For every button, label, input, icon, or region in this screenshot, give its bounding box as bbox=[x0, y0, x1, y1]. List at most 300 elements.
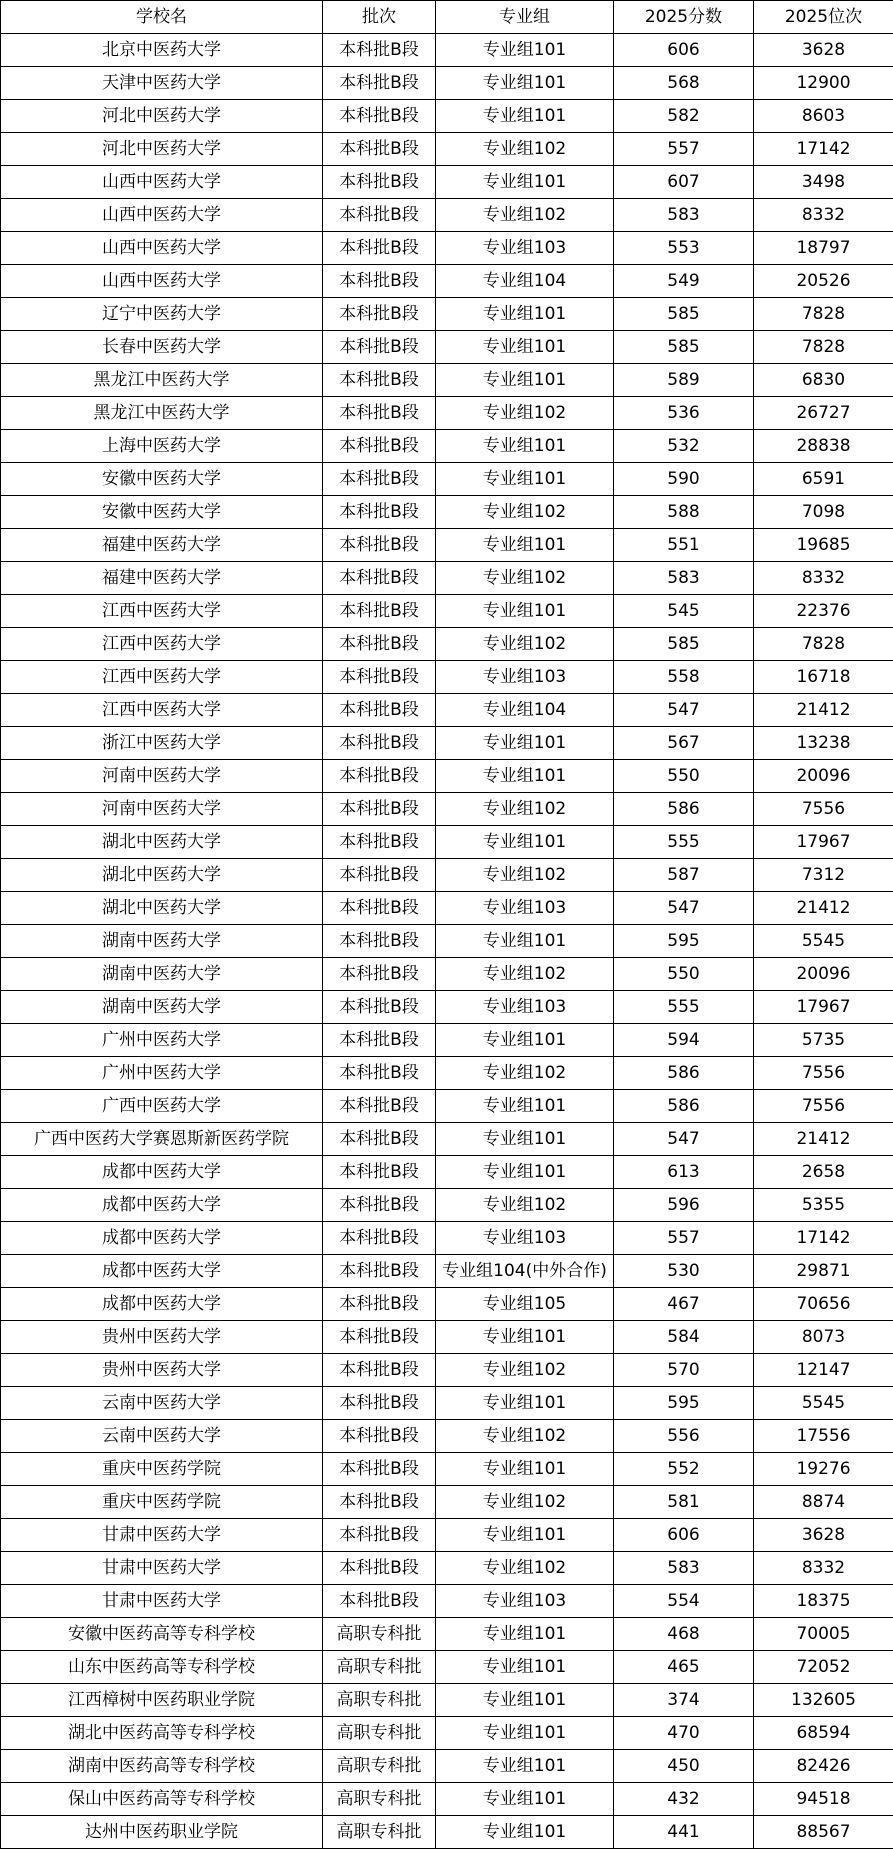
rank-cell: 26727 bbox=[754, 397, 893, 430]
table-row bbox=[1, 397, 893, 430]
score-cell: 441 bbox=[614, 1816, 754, 1849]
school-name-cell: 江西中医药大学 bbox=[1, 628, 323, 661]
school-name-cell: 北京中医药大学 bbox=[1, 34, 323, 67]
rank-cell: 68594 bbox=[754, 1717, 893, 1750]
header-major-group: 专业组 bbox=[436, 1, 614, 34]
table-row bbox=[1, 1288, 893, 1321]
major-group-cell: 专业组102 bbox=[436, 199, 614, 232]
rank-cell: 3628 bbox=[754, 1519, 893, 1552]
major-group-cell: 专业组102 bbox=[436, 628, 614, 661]
major-group-cell: 专业组101 bbox=[436, 364, 614, 397]
school-name-cell: 湖南中医药大学 bbox=[1, 991, 323, 1024]
batch-cell: 本科批B段 bbox=[323, 1453, 436, 1486]
score-cell: 606 bbox=[614, 1519, 754, 1552]
major-group-cell: 专业组101 bbox=[436, 529, 614, 562]
table-row bbox=[1, 1486, 893, 1519]
rank-cell: 17967 bbox=[754, 991, 893, 1024]
score-cell: 530 bbox=[614, 1255, 754, 1288]
school-name-cell: 广州中医药大学 bbox=[1, 1024, 323, 1057]
score-cell: 606 bbox=[614, 34, 754, 67]
major-group-cell: 专业组103 bbox=[436, 1222, 614, 1255]
table-row bbox=[1, 958, 893, 991]
school-name-cell: 湖南中医药大学 bbox=[1, 958, 323, 991]
rank-cell: 13238 bbox=[754, 727, 893, 760]
major-group-cell: 专业组102 bbox=[436, 1420, 614, 1453]
major-group-cell: 专业组101 bbox=[436, 430, 614, 463]
batch-cell: 本科批B段 bbox=[323, 1486, 436, 1519]
rank-cell: 7556 bbox=[754, 793, 893, 826]
batch-cell: 本科批B段 bbox=[323, 1321, 436, 1354]
school-name-cell: 湖北中医药大学 bbox=[1, 859, 323, 892]
table-row bbox=[1, 562, 893, 595]
score-cell: 588 bbox=[614, 496, 754, 529]
major-group-cell: 专业组101 bbox=[436, 1651, 614, 1684]
score-cell: 550 bbox=[614, 958, 754, 991]
batch-cell: 本科批B段 bbox=[323, 694, 436, 727]
batch-cell: 高职专科批 bbox=[323, 1750, 436, 1783]
major-group-cell: 专业组104 bbox=[436, 265, 614, 298]
school-name-cell: 云南中医药大学 bbox=[1, 1387, 323, 1420]
table-row bbox=[1, 166, 893, 199]
table-row bbox=[1, 1519, 893, 1552]
rank-cell: 12900 bbox=[754, 67, 893, 100]
major-group-cell: 专业组101 bbox=[436, 331, 614, 364]
batch-cell: 本科批B段 bbox=[323, 991, 436, 1024]
school-name-cell: 江西中医药大学 bbox=[1, 694, 323, 727]
rank-cell: 5735 bbox=[754, 1024, 893, 1057]
rank-cell: 21412 bbox=[754, 694, 893, 727]
school-name-cell: 贵州中医药大学 bbox=[1, 1354, 323, 1387]
major-group-cell: 专业组102 bbox=[436, 1552, 614, 1585]
score-cell: 553 bbox=[614, 232, 754, 265]
table-row bbox=[1, 793, 893, 826]
major-group-cell: 专业组101 bbox=[436, 1750, 614, 1783]
table-row bbox=[1, 463, 893, 496]
batch-cell: 本科批B段 bbox=[323, 595, 436, 628]
rank-cell: 29871 bbox=[754, 1255, 893, 1288]
major-group-cell: 专业组101 bbox=[436, 1156, 614, 1189]
batch-cell: 本科批B段 bbox=[323, 298, 436, 331]
major-group-cell: 专业组105 bbox=[436, 1288, 614, 1321]
major-group-cell: 专业组101 bbox=[436, 1453, 614, 1486]
score-cell: 556 bbox=[614, 1420, 754, 1453]
rank-cell: 5545 bbox=[754, 1387, 893, 1420]
table-row bbox=[1, 1684, 893, 1717]
score-cell: 570 bbox=[614, 1354, 754, 1387]
batch-cell: 本科批B段 bbox=[323, 67, 436, 100]
table-row bbox=[1, 1222, 893, 1255]
score-cell: 374 bbox=[614, 1684, 754, 1717]
major-group-cell: 专业组102 bbox=[436, 562, 614, 595]
batch-cell: 本科批B段 bbox=[323, 1156, 436, 1189]
table-row bbox=[1, 1552, 893, 1585]
rank-cell: 20096 bbox=[754, 760, 893, 793]
batch-cell: 本科批B段 bbox=[323, 166, 436, 199]
score-cell: 582 bbox=[614, 100, 754, 133]
school-name-cell: 安徽中医药大学 bbox=[1, 496, 323, 529]
major-group-cell: 专业组103 bbox=[436, 892, 614, 925]
rank-cell: 19685 bbox=[754, 529, 893, 562]
rank-cell: 8332 bbox=[754, 562, 893, 595]
school-name-cell: 贵州中医药大学 bbox=[1, 1321, 323, 1354]
table-row bbox=[1, 991, 893, 1024]
school-name-cell: 山西中医药大学 bbox=[1, 265, 323, 298]
school-name-cell: 天津中医药大学 bbox=[1, 67, 323, 100]
table-row bbox=[1, 1651, 893, 1684]
rank-cell: 17142 bbox=[754, 1222, 893, 1255]
rank-cell: 72052 bbox=[754, 1651, 893, 1684]
major-group-cell: 专业组102 bbox=[436, 397, 614, 430]
table-row bbox=[1, 1024, 893, 1057]
batch-cell: 本科批B段 bbox=[323, 760, 436, 793]
rank-cell: 7312 bbox=[754, 859, 893, 892]
batch-cell: 本科批B段 bbox=[323, 859, 436, 892]
school-name-cell: 河北中医药大学 bbox=[1, 133, 323, 166]
score-cell: 595 bbox=[614, 1387, 754, 1420]
rank-cell: 18375 bbox=[754, 1585, 893, 1618]
score-cell: 536 bbox=[614, 397, 754, 430]
table-row bbox=[1, 727, 893, 760]
major-group-cell: 专业组102 bbox=[436, 859, 614, 892]
major-group-cell: 专业组102 bbox=[436, 1057, 614, 1090]
major-group-cell: 专业组101 bbox=[436, 595, 614, 628]
batch-cell: 本科批B段 bbox=[323, 1420, 436, 1453]
rank-cell: 7098 bbox=[754, 496, 893, 529]
score-cell: 587 bbox=[614, 859, 754, 892]
score-cell: 613 bbox=[614, 1156, 754, 1189]
batch-cell: 本科批B段 bbox=[323, 925, 436, 958]
batch-cell: 本科批B段 bbox=[323, 1057, 436, 1090]
batch-cell: 本科批B段 bbox=[323, 1288, 436, 1321]
school-name-cell: 成都中医药大学 bbox=[1, 1255, 323, 1288]
batch-cell: 本科批B段 bbox=[323, 463, 436, 496]
table-row bbox=[1, 1354, 893, 1387]
score-cell: 585 bbox=[614, 628, 754, 661]
major-group-cell: 专业组101 bbox=[436, 925, 614, 958]
major-group-cell: 专业组101 bbox=[436, 298, 614, 331]
table-row bbox=[1, 661, 893, 694]
table-header-row bbox=[1, 1, 893, 34]
score-cell: 552 bbox=[614, 1453, 754, 1486]
batch-cell: 高职专科批 bbox=[323, 1684, 436, 1717]
table-row bbox=[1, 67, 893, 100]
major-group-cell: 专业组101 bbox=[436, 100, 614, 133]
table-row bbox=[1, 1123, 893, 1156]
batch-cell: 本科批B段 bbox=[323, 1222, 436, 1255]
rank-cell: 6591 bbox=[754, 463, 893, 496]
score-cell: 586 bbox=[614, 1057, 754, 1090]
major-group-cell: 专业组101 bbox=[436, 1123, 614, 1156]
school-name-cell: 湖北中医药高等专科学校 bbox=[1, 1717, 323, 1750]
school-name-cell: 广西中医药大学赛恩斯新医药学院 bbox=[1, 1123, 323, 1156]
major-group-cell: 专业组101 bbox=[436, 826, 614, 859]
rank-cell: 12147 bbox=[754, 1354, 893, 1387]
school-name-cell: 黑龙江中医药大学 bbox=[1, 364, 323, 397]
batch-cell: 本科批B段 bbox=[323, 661, 436, 694]
table-row bbox=[1, 595, 893, 628]
batch-cell: 本科批B段 bbox=[323, 199, 436, 232]
table-row bbox=[1, 34, 893, 67]
school-name-cell: 成都中医药大学 bbox=[1, 1222, 323, 1255]
table-row bbox=[1, 331, 893, 364]
table-row bbox=[1, 826, 893, 859]
major-group-cell: 专业组104(中外合作) bbox=[436, 1255, 614, 1288]
batch-cell: 高职专科批 bbox=[323, 1651, 436, 1684]
rank-cell: 22376 bbox=[754, 595, 893, 628]
school-name-cell: 山东中医药高等专科学校 bbox=[1, 1651, 323, 1684]
rank-cell: 7828 bbox=[754, 628, 893, 661]
batch-cell: 本科批B段 bbox=[323, 397, 436, 430]
score-cell: 586 bbox=[614, 793, 754, 826]
major-group-cell: 专业组103 bbox=[436, 232, 614, 265]
rank-cell: 70656 bbox=[754, 1288, 893, 1321]
major-group-cell: 专业组101 bbox=[436, 1684, 614, 1717]
rank-cell: 17142 bbox=[754, 133, 893, 166]
score-cell: 568 bbox=[614, 67, 754, 100]
table-row bbox=[1, 1750, 893, 1783]
score-cell: 550 bbox=[614, 760, 754, 793]
score-cell: 596 bbox=[614, 1189, 754, 1222]
score-cell: 450 bbox=[614, 1750, 754, 1783]
table-row bbox=[1, 364, 893, 397]
school-name-cell: 江西中医药大学 bbox=[1, 661, 323, 694]
major-group-cell: 专业组101 bbox=[436, 1816, 614, 1849]
school-name-cell: 安徽中医药大学 bbox=[1, 463, 323, 496]
header-school-name: 学校名 bbox=[1, 1, 323, 34]
score-cell: 547 bbox=[614, 892, 754, 925]
score-cell: 465 bbox=[614, 1651, 754, 1684]
batch-cell: 本科批B段 bbox=[323, 1123, 436, 1156]
rank-cell: 7556 bbox=[754, 1057, 893, 1090]
major-group-cell: 专业组101 bbox=[436, 1024, 614, 1057]
batch-cell: 高职专科批 bbox=[323, 1816, 436, 1849]
table-row bbox=[1, 265, 893, 298]
school-name-cell: 广州中医药大学 bbox=[1, 1057, 323, 1090]
school-name-cell: 云南中医药大学 bbox=[1, 1420, 323, 1453]
rank-cell: 20096 bbox=[754, 958, 893, 991]
score-cell: 547 bbox=[614, 694, 754, 727]
score-cell: 557 bbox=[614, 133, 754, 166]
major-group-cell: 专业组101 bbox=[436, 166, 614, 199]
batch-cell: 本科批B段 bbox=[323, 364, 436, 397]
header-2025-rank: 2025位次 bbox=[754, 1, 893, 34]
score-cell: 549 bbox=[614, 265, 754, 298]
school-name-cell: 广西中医药大学 bbox=[1, 1090, 323, 1123]
major-group-cell: 专业组101 bbox=[436, 67, 614, 100]
score-cell: 555 bbox=[614, 991, 754, 1024]
batch-cell: 本科批B段 bbox=[323, 958, 436, 991]
table-row bbox=[1, 1255, 893, 1288]
score-cell: 586 bbox=[614, 1090, 754, 1123]
rank-cell: 8603 bbox=[754, 100, 893, 133]
batch-cell: 本科批B段 bbox=[323, 100, 436, 133]
school-name-cell: 安徽中医药高等专科学校 bbox=[1, 1618, 323, 1651]
school-name-cell: 江西樟树中医药职业学院 bbox=[1, 1684, 323, 1717]
table-row bbox=[1, 1057, 893, 1090]
score-cell: 589 bbox=[614, 364, 754, 397]
rank-cell: 5355 bbox=[754, 1189, 893, 1222]
batch-cell: 本科批B段 bbox=[323, 1354, 436, 1387]
table-row bbox=[1, 1816, 893, 1849]
major-group-cell: 专业组101 bbox=[436, 1519, 614, 1552]
batch-cell: 本科批B段 bbox=[323, 1024, 436, 1057]
school-name-cell: 达州中医药职业学院 bbox=[1, 1816, 323, 1849]
batch-cell: 本科批B段 bbox=[323, 430, 436, 463]
school-name-cell: 成都中医药大学 bbox=[1, 1156, 323, 1189]
table-body bbox=[1, 34, 893, 1849]
major-group-cell: 专业组102 bbox=[436, 133, 614, 166]
table-row bbox=[1, 1453, 893, 1486]
table-row bbox=[1, 1585, 893, 1618]
school-name-cell: 甘肃中医药大学 bbox=[1, 1519, 323, 1552]
rank-cell: 3628 bbox=[754, 34, 893, 67]
score-cell: 583 bbox=[614, 562, 754, 595]
school-name-cell: 湖南中医药高等专科学校 bbox=[1, 1750, 323, 1783]
rank-cell: 21412 bbox=[754, 892, 893, 925]
score-cell: 590 bbox=[614, 463, 754, 496]
school-name-cell: 重庆中医药学院 bbox=[1, 1486, 323, 1519]
header-batch: 批次 bbox=[323, 1, 436, 34]
score-cell: 551 bbox=[614, 529, 754, 562]
batch-cell: 本科批B段 bbox=[323, 232, 436, 265]
major-group-cell: 专业组101 bbox=[436, 1783, 614, 1816]
batch-cell: 高职专科批 bbox=[323, 1783, 436, 1816]
rank-cell: 21412 bbox=[754, 1123, 893, 1156]
batch-cell: 高职专科批 bbox=[323, 1717, 436, 1750]
table-row bbox=[1, 892, 893, 925]
rank-cell: 5545 bbox=[754, 925, 893, 958]
major-group-cell: 专业组101 bbox=[436, 463, 614, 496]
score-cell: 470 bbox=[614, 1717, 754, 1750]
score-cell: 532 bbox=[614, 430, 754, 463]
rank-cell: 20526 bbox=[754, 265, 893, 298]
score-cell: 558 bbox=[614, 661, 754, 694]
rank-cell: 7828 bbox=[754, 331, 893, 364]
major-group-cell: 专业组101 bbox=[436, 1717, 614, 1750]
major-group-cell: 专业组103 bbox=[436, 991, 614, 1024]
major-group-cell: 专业组102 bbox=[436, 496, 614, 529]
school-name-cell: 上海中医药大学 bbox=[1, 430, 323, 463]
rank-cell: 6830 bbox=[754, 364, 893, 397]
batch-cell: 本科批B段 bbox=[323, 133, 436, 166]
table-row bbox=[1, 925, 893, 958]
major-group-cell: 专业组102 bbox=[436, 958, 614, 991]
school-name-cell: 江西中医药大学 bbox=[1, 595, 323, 628]
school-name-cell: 黑龙江中医药大学 bbox=[1, 397, 323, 430]
rank-cell: 82426 bbox=[754, 1750, 893, 1783]
batch-cell: 本科批B段 bbox=[323, 727, 436, 760]
major-group-cell: 专业组101 bbox=[436, 760, 614, 793]
school-name-cell: 甘肃中医药大学 bbox=[1, 1585, 323, 1618]
batch-cell: 本科批B段 bbox=[323, 562, 436, 595]
score-cell: 607 bbox=[614, 166, 754, 199]
table-row bbox=[1, 1420, 893, 1453]
school-name-cell: 成都中医药大学 bbox=[1, 1189, 323, 1222]
table-row bbox=[1, 430, 893, 463]
school-name-cell: 河南中医药大学 bbox=[1, 760, 323, 793]
school-name-cell: 湖南中医药大学 bbox=[1, 925, 323, 958]
major-group-cell: 专业组101 bbox=[436, 1090, 614, 1123]
table-row bbox=[1, 694, 893, 727]
score-cell: 432 bbox=[614, 1783, 754, 1816]
rank-cell: 8332 bbox=[754, 199, 893, 232]
rank-cell: 132605 bbox=[754, 1684, 893, 1717]
score-cell: 567 bbox=[614, 727, 754, 760]
major-group-cell: 专业组102 bbox=[436, 1189, 614, 1222]
score-cell: 555 bbox=[614, 826, 754, 859]
batch-cell: 本科批B段 bbox=[323, 496, 436, 529]
table-row bbox=[1, 1321, 893, 1354]
rank-cell: 2658 bbox=[754, 1156, 893, 1189]
batch-cell: 本科批B段 bbox=[323, 1255, 436, 1288]
rank-cell: 3498 bbox=[754, 166, 893, 199]
school-name-cell: 湖北中医药大学 bbox=[1, 826, 323, 859]
score-cell: 583 bbox=[614, 199, 754, 232]
table-row bbox=[1, 199, 893, 232]
rank-cell: 8874 bbox=[754, 1486, 893, 1519]
batch-cell: 本科批B段 bbox=[323, 265, 436, 298]
school-name-cell: 山西中医药大学 bbox=[1, 199, 323, 232]
school-name-cell: 长春中医药大学 bbox=[1, 331, 323, 364]
table-row bbox=[1, 100, 893, 133]
major-group-cell: 专业组101 bbox=[436, 34, 614, 67]
table-row bbox=[1, 628, 893, 661]
batch-cell: 本科批B段 bbox=[323, 1387, 436, 1420]
score-cell: 557 bbox=[614, 1222, 754, 1255]
score-cell: 467 bbox=[614, 1288, 754, 1321]
header-2025-score: 2025分数 bbox=[614, 1, 754, 34]
batch-cell: 本科批B段 bbox=[323, 793, 436, 826]
school-name-cell: 浙江中医药大学 bbox=[1, 727, 323, 760]
table-row bbox=[1, 133, 893, 166]
rank-cell: 17556 bbox=[754, 1420, 893, 1453]
school-name-cell: 河北中医药大学 bbox=[1, 100, 323, 133]
rank-cell: 70005 bbox=[754, 1618, 893, 1651]
major-group-cell: 专业组104 bbox=[436, 694, 614, 727]
batch-cell: 本科批B段 bbox=[323, 1090, 436, 1123]
school-name-cell: 福建中医药大学 bbox=[1, 562, 323, 595]
table-row bbox=[1, 298, 893, 331]
batch-cell: 本科批B段 bbox=[323, 1519, 436, 1552]
rank-cell: 88567 bbox=[754, 1816, 893, 1849]
rank-cell: 19276 bbox=[754, 1453, 893, 1486]
major-group-cell: 专业组102 bbox=[436, 793, 614, 826]
school-name-cell: 河南中医药大学 bbox=[1, 793, 323, 826]
major-group-cell: 专业组102 bbox=[436, 1486, 614, 1519]
school-name-cell: 山西中医药大学 bbox=[1, 232, 323, 265]
table-row bbox=[1, 1156, 893, 1189]
major-group-cell: 专业组103 bbox=[436, 661, 614, 694]
rank-cell: 7828 bbox=[754, 298, 893, 331]
batch-cell: 本科批B段 bbox=[323, 628, 436, 661]
table-row bbox=[1, 529, 893, 562]
table-row bbox=[1, 1783, 893, 1816]
batch-cell: 高职专科批 bbox=[323, 1618, 436, 1651]
school-name-cell: 重庆中医药学院 bbox=[1, 1453, 323, 1486]
table-row bbox=[1, 1618, 893, 1651]
school-name-cell: 辽宁中医药大学 bbox=[1, 298, 323, 331]
major-group-cell: 专业组101 bbox=[436, 727, 614, 760]
school-name-cell: 保山中医药高等专科学校 bbox=[1, 1783, 323, 1816]
score-cell: 594 bbox=[614, 1024, 754, 1057]
table-row bbox=[1, 859, 893, 892]
rank-cell: 7556 bbox=[754, 1090, 893, 1123]
major-group-cell: 专业组103 bbox=[436, 1585, 614, 1618]
table-row bbox=[1, 1717, 893, 1750]
rank-cell: 28838 bbox=[754, 430, 893, 463]
table-row bbox=[1, 232, 893, 265]
table-row bbox=[1, 760, 893, 793]
